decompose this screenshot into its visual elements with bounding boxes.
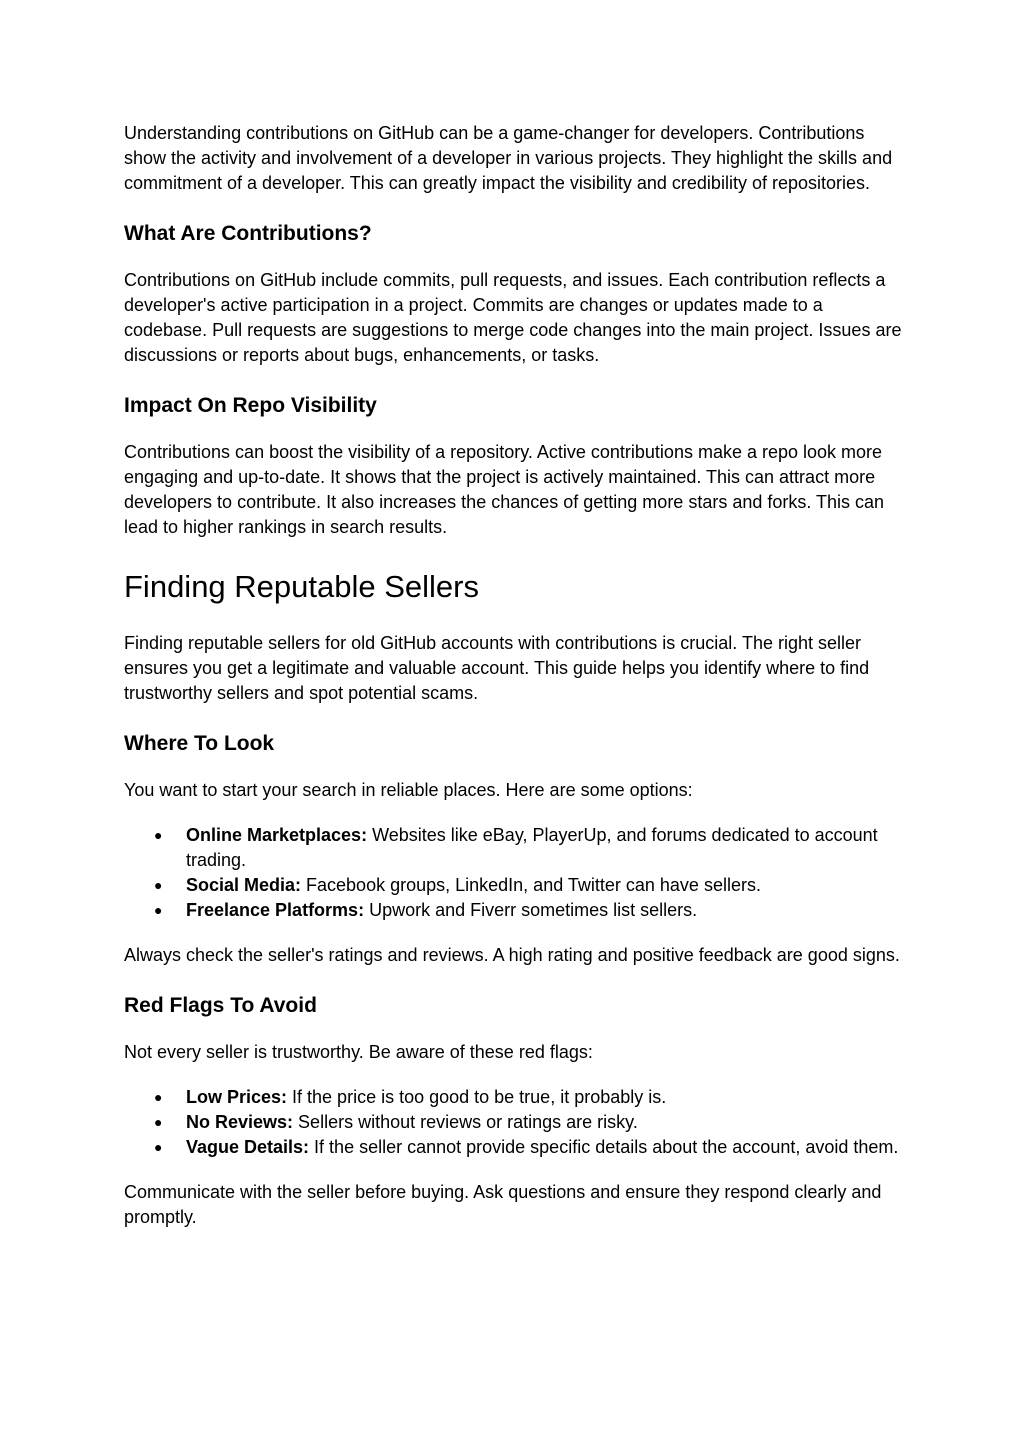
list-item-text: Sellers without reviews or ratings are risky. <box>293 1112 638 1132</box>
red-flags-closing: Communicate with the seller before buying. Ask questions and ensure they respond clearly and promptly. <box>124 1182 882 1227</box>
red-flags-list <box>124 1085 904 1160</box>
list-item-text: Upwork and Fiverr sometimes list sellers. <box>364 900 698 920</box>
list-item <box>124 1135 904 1160</box>
list-item-text: Websites like eBay, PlayerUp, and forums dedicated to account trading. <box>186 825 878 870</box>
list-item <box>124 898 904 923</box>
where-to-look-closing: Always check the seller's ratings and reviews. A high rating and positive feedback are good signs. <box>124 945 900 965</box>
list-item-term: Low Prices: <box>186 1087 288 1107</box>
bullet-icon: ● <box>154 902 163 918</box>
where-to-look-intro: You want to start your search in reliable places. Here are some options: <box>124 780 693 800</box>
list-item-text: If the seller cannot provide specific details about the account, avoid them. <box>309 1137 899 1157</box>
section-heading-red-flags-to-avoid: Red Flags To Avoid <box>124 994 317 1017</box>
list-item-term: Vague Details: <box>186 1137 310 1157</box>
bullet-icon: ● <box>154 1114 163 1130</box>
list-item <box>124 873 904 898</box>
section-heading-impact-on-repo-visibility: Impact On Repo Visibility <box>124 394 377 417</box>
document-page <box>124 121 904 1230</box>
list-item <box>124 1085 904 1110</box>
where-to-look-list <box>124 823 904 923</box>
bullet-icon: ● <box>154 1139 163 1155</box>
list-item-text: If the price is too good to be true, it probably is. <box>287 1087 667 1107</box>
list-item-term: Freelance Platforms: <box>186 900 365 920</box>
bullet-icon: ● <box>154 1089 163 1105</box>
section-heading-finding-reputable-sellers: Finding Reputable Sellers <box>124 569 479 604</box>
red-flags-intro: Not every seller is trustworthy. Be aware of these red flags: <box>124 1042 593 1062</box>
section-heading-what-are-contributions: What Are Contributions? <box>124 222 372 245</box>
impact-on-visibility-paragraph: Contributions can boost the visibility of a repository. Active contributions make a repo look more engaging and up-to-date. It shows that the project is actively maintained. This can attract more developers to contribute. It also increases the chances of getting more stars and forks. This can lead to higher rankings in search results. <box>124 442 885 537</box>
finding-sellers-paragraph: Finding reputable sellers for old GitHub accounts with contributions is crucial. The right seller ensures you get a legitimate and valuable account. This guide helps you identify where to find trustworthy sellers and spot potential scams. <box>124 633 870 703</box>
list-item-term: No Reviews: <box>186 1112 294 1132</box>
bullet-icon: ● <box>154 877 163 893</box>
list-item-text: Facebook groups, LinkedIn, and Twitter can have sellers. <box>301 875 761 895</box>
list-item-term: Online Marketplaces: <box>186 825 368 845</box>
list-item-term: Social Media: <box>186 875 302 895</box>
bullet-icon: ● <box>154 827 163 843</box>
list-item <box>124 1110 904 1135</box>
intro-paragraph: Understanding contributions on GitHub can be a game-changer for developers. Contributions show the activity and involvement of a developer in various projects. They highlight the skills and commitment of a developer. This can greatly impact the visibility and credibility of repositories. <box>124 123 893 193</box>
list-item <box>124 823 904 873</box>
what-are-contributions-paragraph: Contributions on GitHub include commits, pull requests, and issues. Each contribution reflects a developer's active participation in a project. Commits are changes or updates made to a codebase. Pull requests are suggestions to merge code changes into the main project. Issues are discussions or reports about bugs, enhancements, or tasks. <box>124 270 902 365</box>
section-heading-where-to-look: Where To Look <box>124 732 275 755</box>
